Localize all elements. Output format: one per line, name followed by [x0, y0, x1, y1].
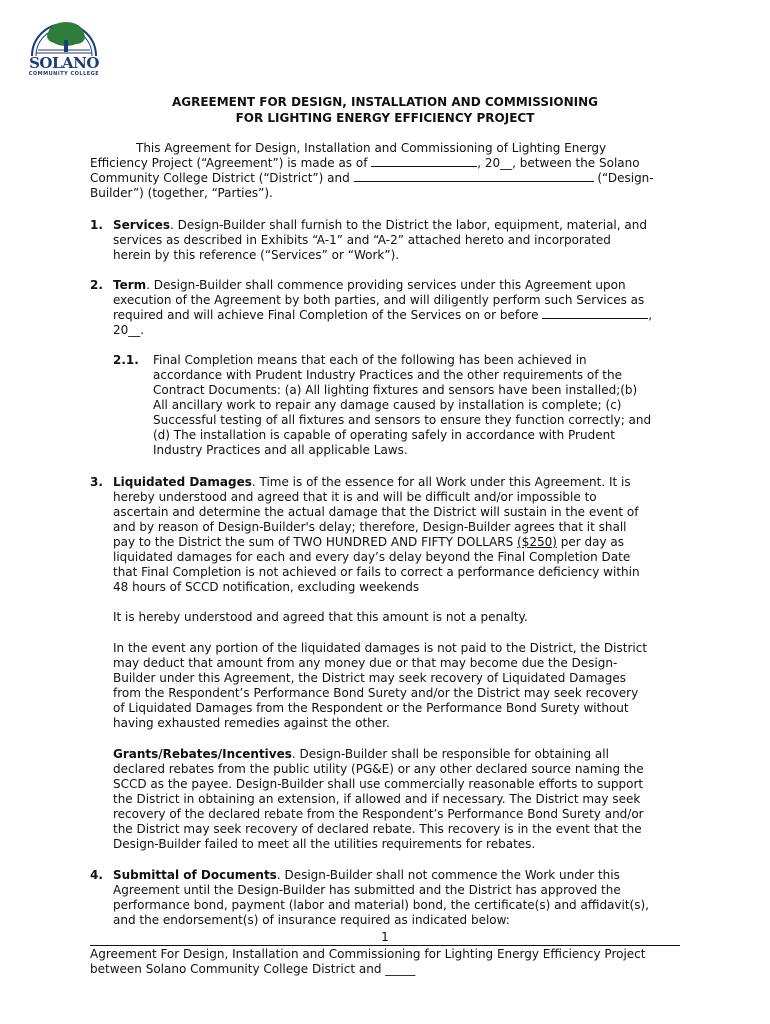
section-heading: Liquidated Damages — [113, 475, 252, 489]
section-number: 4. — [90, 868, 103, 882]
section-heading: Term — [113, 278, 147, 292]
section-3-paragraph: may deduct that amount from any money due or that may become due the Design- — [113, 656, 618, 670]
section-3-text: that Final Completion is not achieved or fails to correct a performance deficiency within — [113, 565, 640, 579]
section-2-text: execution of the Agreement by both parties, and will diligently perform such Services as — [113, 293, 645, 307]
section-3-paragraph: Builder under this Agreement, the District may seek recovery of Liquidated Damages — [113, 671, 627, 685]
section-4-text: performance bond, payment (labor and material) bond, the certificate(s) and affidavit(s), — [113, 898, 649, 912]
section-3-paragraph: having exhausted remedies against the other. — [113, 716, 390, 730]
intro-line: Builder”) (together, “Parties”). — [90, 186, 273, 200]
section-number: 1. — [90, 218, 103, 232]
section-3-text: 48 hours of SCCD notification, excluding weekends — [113, 580, 420, 594]
section-2-1-text: accordance with Prudent Industry Practices and the other requirements of the — [153, 368, 622, 382]
section-3-text: and by reason of Design-Builder's delay; therefore, Design-Builder agrees that it shall — [113, 520, 627, 534]
section-number: 2. — [90, 278, 103, 292]
page-number: 1 — [381, 930, 389, 944]
solano-logo — [26, 16, 102, 78]
section-2-1-text: Final Completion means that each of the following has been achieved in — [153, 353, 587, 367]
intro-line: Efficiency Project (“Agreement”) is made as of , 20__, between the Solano — [90, 156, 640, 170]
footer-line: Agreement For Design, Installation and Commissioning for Lighting Energy Efficiency Project — [90, 947, 646, 961]
document-title-line2: FOR LIGHTING ENERGY EFFICIENCY PROJECT — [235, 111, 535, 125]
logo-subtitle: COMMUNITY COLLEGE — [28, 71, 100, 77]
page-footer — [90, 947, 690, 977]
section-2-text: required and will achieve Final Completion of the Services on or before , — [113, 308, 653, 322]
date-blank — [371, 156, 477, 167]
section-3-paragraph: It is hereby understood and agreed that this amount is not a penalty. — [113, 610, 528, 624]
grants-paragraph: the District may seek recovery of declared rebate. This recovery is in the event that the — [113, 822, 642, 836]
section-2-text: 20__. — [113, 323, 145, 337]
section-3-paragraph: In the event any portion of the liquidated damages is not paid to the District, the District — [113, 641, 648, 655]
section-3-paragraph: of Liquidated Damages from the Respondent or the Performance Bond Surety without — [113, 701, 629, 715]
section-heading: Submittal of Documents — [113, 868, 277, 882]
section-3-text: Liquidated Damages. Time is of the essence for all Work under this Agreement. It is — [113, 475, 631, 489]
section-2-text: Term. Design-Builder shall commence providing services under this Agreement upon — [113, 278, 626, 292]
footer-line: between Solano Community College District and _____ — [90, 962, 416, 977]
completion-date-blank — [542, 308, 648, 319]
damages-amount: ($250) — [517, 535, 557, 549]
grants-heading: Grants/Rebates/Incentives — [113, 747, 292, 761]
section-1-text: herein by this reference (“Services” or “Work”). — [113, 248, 400, 262]
grants-paragraph: SCCD as the payee. Design-Builder shall use commercially reasonable efforts to support — [113, 777, 644, 791]
section-2-1-text: (d) The installation is capable of operating safely in accordance with Prudent — [153, 428, 615, 442]
section-4-text: Submittal of Documents. Design-Builder shall not commence the Work under this — [113, 868, 620, 882]
section-3-text: ascertain and determine the actual damage that the District will sustain in the event of — [113, 505, 639, 519]
intro-line: This Agreement for Design, Installation and Commissioning of Lighting Energy — [136, 141, 607, 155]
tree-emblem-icon — [26, 16, 102, 58]
grants-paragraph: Grants/Rebates/Incentives. Design-Builder shall be responsible for obtaining all — [113, 747, 609, 761]
section-3-text: liquidated damages for each and every day’s delay beyond the Final Completion Date — [113, 550, 631, 564]
subsection-number: 2.1. — [113, 353, 139, 367]
grants-paragraph: Design-Builder failed to meet all the utilities requirements for rebates. — [113, 837, 536, 851]
document-title-line1: AGREEMENT FOR DESIGN, INSTALLATION AND COMMISSIONING — [171, 95, 599, 109]
design-builder-name-blank — [354, 171, 594, 182]
section-2-1-text: Industry Practices and all applicable Laws. — [153, 443, 408, 457]
section-2-1-text: Contract Documents: (a) All lighting fixtures and sensors have been installed;(b) — [153, 383, 638, 397]
section-3-text: pay to the District the sum of TWO HUNDRED AND FIFTY DOLLARS ($250) per day as — [113, 535, 625, 549]
section-1-text: Services. Design-Builder shall furnish to the District the labor, equipment, material, and — [113, 218, 647, 232]
grants-paragraph: the District in obtaining an extension, if allowed and if necessary. The District may seek — [113, 792, 641, 806]
section-heading: Services — [113, 218, 171, 232]
section-3-paragraph: from the Respondent’s Performance Bond Surety and/or the District may seek recovery — [113, 686, 639, 700]
footer-divider — [90, 945, 680, 946]
section-4-text: and the endorsement(s) of insurance required as indicated below: — [113, 913, 510, 927]
section-1-text: services as described in Exhibits “A-1” and “A-2” attached hereto and incorporated — [113, 233, 611, 247]
logo-wordmark: SOLANO — [29, 54, 99, 72]
intro-line: Community College District (“District”) and (“Design- — [90, 171, 654, 185]
section-2-1-text: All ancillary work to repair any damage caused by installation is complete; (c) — [153, 398, 622, 412]
grants-paragraph: declared rebates from the public utility (PG&E) or any other declared source naming the — [113, 762, 644, 776]
grants-paragraph: recovery of the declared rebate from the Respondent’s Performance Bond Surety and/or — [113, 807, 644, 821]
section-3-text: hereby understood and agreed that it is and will be difficult and/or impossible to — [113, 490, 597, 504]
section-2-1-text: Successful testing of all fixtures and sensors to ensure they function correctly; and — [153, 413, 652, 427]
section-number: 3. — [90, 475, 103, 489]
section-4-text: Agreement until the Design-Builder has submitted and the District has approved the — [113, 883, 621, 897]
